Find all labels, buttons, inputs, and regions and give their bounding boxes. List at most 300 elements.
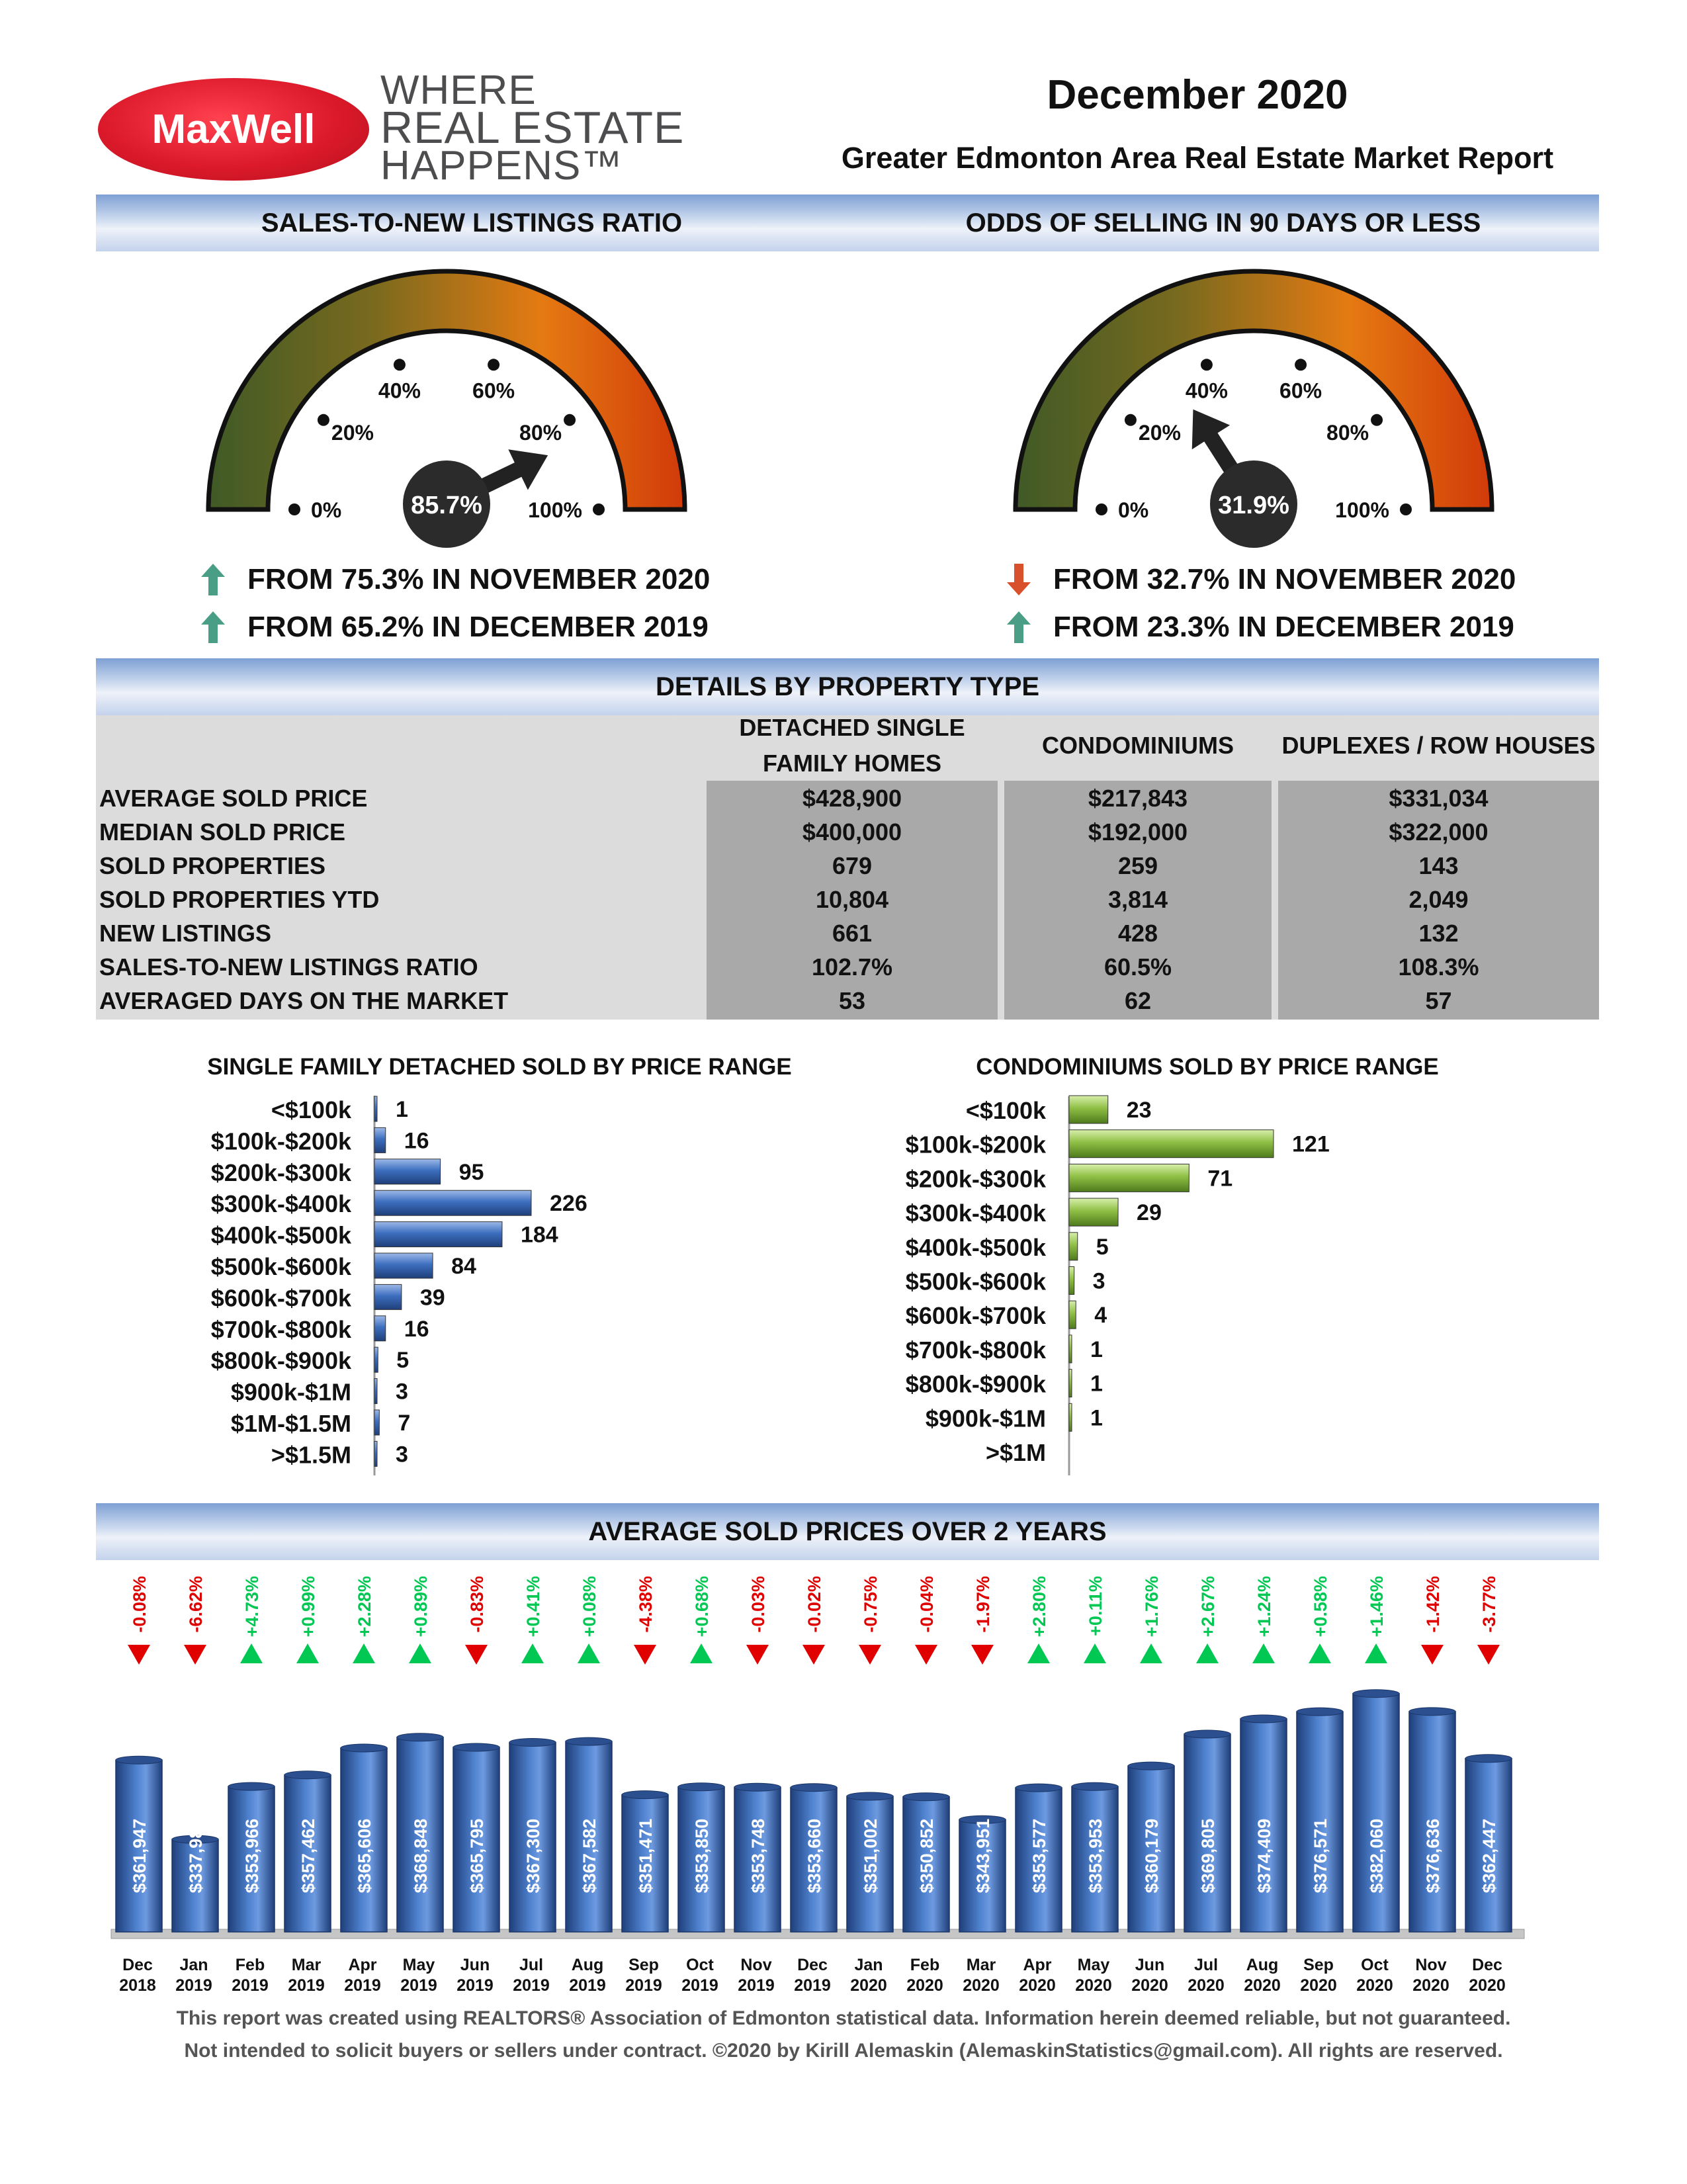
gauge-tick-dot	[288, 503, 300, 515]
pct-change-label: +2.67%	[1198, 1576, 1218, 1638]
bar-value-label: 84	[451, 1254, 476, 1279]
gauge-sales-to-new-listings	[208, 271, 685, 548]
bar-cap	[678, 1783, 724, 1791]
bar-value-label: $376,571	[1311, 1818, 1330, 1894]
bar	[374, 1253, 433, 1278]
x-year-label: 2020	[1300, 1976, 1337, 1995]
x-year-label: 2019	[344, 1976, 381, 1995]
details-cell: $192,000	[1088, 818, 1188, 846]
gauge-1-change-1-text: FROM 75.3% IN NOVEMBER 2020	[247, 563, 711, 595]
pct-change-label: +0.11%	[1086, 1576, 1105, 1636]
bar-cap	[1016, 1784, 1062, 1792]
gauge-1-change-2	[198, 610, 709, 644]
category-label: $600k-$700k	[210, 1284, 351, 1312]
maxwell-logo	[98, 78, 369, 181]
bar-value-label: $353,660	[804, 1818, 824, 1894]
pct-change-label: +0.89%	[411, 1576, 431, 1638]
bar-cap	[622, 1791, 668, 1799]
x-year-label: 2020	[963, 1976, 1000, 1995]
bar	[374, 1347, 378, 1372]
bar	[1069, 1164, 1189, 1192]
gauge-tick-dot	[593, 503, 605, 515]
up-triangle-icon	[1252, 1643, 1275, 1663]
gauge-tick-label: 20%	[331, 420, 374, 445]
pct-change-label: +2.80%	[1029, 1576, 1049, 1638]
pct-change-label: -4.38%	[636, 1576, 656, 1633]
details-cell: 143	[1418, 852, 1459, 879]
logo-tagline-2: REAL ESTATE	[380, 103, 685, 153]
bar-value-label: 1	[1090, 1405, 1103, 1431]
bar-cap	[453, 1743, 499, 1751]
bar-value-label: $351,002	[861, 1818, 881, 1894]
condo-chart-title: CONDOMINIUMS SOLD BY PRICE RANGE	[976, 1054, 1439, 1080]
bar-value-label: $353,953	[1086, 1818, 1105, 1894]
down-arrow-icon	[1004, 562, 1033, 597]
bar	[1069, 1301, 1076, 1329]
details-cell: 679	[832, 852, 873, 879]
up-triangle-icon	[578, 1643, 600, 1663]
gauges-header-band	[96, 195, 1599, 251]
bar-value-label: $361,947	[130, 1818, 150, 1894]
pct-change-label: +0.99%	[298, 1576, 318, 1638]
x-month-label: Feb	[910, 1956, 940, 1974]
details-row-label: AVERAGE SOLD PRICE	[99, 785, 368, 812]
up-triangle-icon	[1196, 1643, 1219, 1663]
report-subtitle: Greater Edmonton Area Real Estate Market Report	[841, 141, 1554, 175]
gauges-svg	[0, 251, 1687, 662]
x-month-label: Aug	[571, 1956, 604, 1974]
bar-value-label: $382,060	[1367, 1818, 1387, 1894]
details-col-header-duplexes: DUPLEXES / ROW HOUSES	[1281, 732, 1596, 759]
up-triangle-icon	[1365, 1643, 1387, 1663]
x-year-label: 2020	[1412, 1976, 1449, 1995]
category-label: >$1.5M	[271, 1441, 351, 1469]
bar-cap	[847, 1792, 893, 1800]
bar-cap	[284, 1771, 331, 1779]
x-year-label: 2019	[232, 1976, 269, 1995]
bar-cap	[1353, 1690, 1399, 1698]
up-triangle-icon	[521, 1643, 544, 1663]
bar	[374, 1190, 531, 1215]
gauge-2-change-1	[1004, 562, 1516, 597]
gauge-tick-label: 80%	[1326, 420, 1369, 445]
pct-change-label: +0.68%	[692, 1576, 712, 1638]
x-month-label: Dec	[797, 1956, 828, 1974]
pct-change-label: +0.08%	[580, 1576, 599, 1638]
category-label: $400k-$500k	[905, 1233, 1046, 1261]
details-cell: $428,900	[802, 785, 902, 812]
x-month-label: Nov	[740, 1956, 772, 1974]
bar	[1069, 1198, 1118, 1226]
gauge-tick-dot	[488, 359, 499, 371]
bar-cap	[341, 1744, 387, 1752]
pct-change-label: -1.42%	[1423, 1576, 1443, 1633]
gauge-tick-label: 40%	[378, 378, 421, 403]
category-label: $700k-$800k	[905, 1336, 1046, 1364]
bar-value-label: $374,409	[1254, 1818, 1274, 1894]
x-month-label: Nov	[1415, 1956, 1447, 1974]
pct-change-label: -6.62%	[186, 1576, 206, 1633]
details-cell: $217,843	[1088, 785, 1188, 812]
down-triangle-icon	[465, 1645, 488, 1665]
gauge-tick-label: 40%	[1185, 378, 1228, 403]
up-triangle-icon	[690, 1643, 713, 1663]
bar-value-label: 3	[396, 1442, 408, 1467]
category-label: $600k-$700k	[905, 1302, 1046, 1330]
x-month-label: Sep	[1303, 1956, 1334, 1974]
gauge-value-label: 31.9%	[1218, 492, 1289, 519]
logo-tagline-3: HAPPENS™	[380, 143, 623, 189]
logo-brand: MaxWell	[151, 107, 316, 152]
bar	[374, 1096, 377, 1121]
up-arrow-icon	[1004, 610, 1033, 644]
gauge-value-label: 85.7%	[411, 492, 482, 519]
gauge-tick-label: 0%	[1118, 498, 1149, 522]
bar-value-label: 16	[404, 1128, 429, 1154]
x-year-label: 2020	[1356, 1976, 1393, 1995]
gauge-tick-label: 80%	[519, 420, 562, 445]
bar-value-label: 3	[396, 1379, 408, 1405]
pct-change-label: -0.02%	[804, 1576, 824, 1633]
x-year-label: 2020	[1244, 1976, 1281, 1995]
details-cell: 57	[1425, 987, 1452, 1014]
bar-value-label: $343,951	[973, 1818, 993, 1894]
category-label: $300k-$400k	[905, 1200, 1046, 1227]
x-month-label: Feb	[235, 1956, 265, 1974]
x-year-label: 2020	[906, 1976, 943, 1995]
bar	[1069, 1096, 1108, 1123]
bar-value-label: 95	[458, 1159, 484, 1185]
up-triangle-icon	[1309, 1643, 1331, 1663]
bar-value-label: 1	[1090, 1371, 1103, 1397]
x-month-label: Jan	[179, 1956, 208, 1974]
category-label: $100k-$200k	[210, 1127, 351, 1155]
bar-value-label: $353,748	[748, 1818, 768, 1894]
x-year-label: 2019	[456, 1976, 494, 1995]
bar-value-label: $357,462	[298, 1818, 318, 1894]
down-triangle-icon	[746, 1645, 769, 1665]
x-year-label: 2018	[119, 1976, 156, 1995]
bar-cap	[1128, 1762, 1174, 1770]
x-year-label: 2019	[569, 1976, 606, 1995]
bar	[1069, 1233, 1078, 1260]
x-month-label: Mar	[291, 1956, 322, 1974]
down-triangle-icon	[1477, 1645, 1500, 1665]
bar-value-label: $350,852	[917, 1818, 937, 1894]
bar-cap	[509, 1739, 556, 1747]
pct-change-label: +0.58%	[1311, 1576, 1330, 1638]
x-month-label: Apr	[348, 1956, 377, 1974]
bar-value-label: 1	[396, 1097, 408, 1122]
pct-change-label: +1.76%	[1142, 1576, 1162, 1638]
bar-cap	[397, 1733, 443, 1741]
avg-prices-header-band	[96, 1503, 1599, 1560]
bar-value-label: $360,179	[1142, 1818, 1162, 1894]
category-label: $500k-$600k	[905, 1268, 1046, 1295]
bar-value-label: 226	[550, 1191, 587, 1217]
detached-price-range-chart	[0, 1085, 827, 1475]
details-cell: $331,034	[1389, 785, 1489, 812]
x-year-label: 2019	[794, 1976, 831, 1995]
details-col-header-detached	[707, 710, 998, 781]
category-label: $200k-$300k	[905, 1165, 1046, 1193]
category-label: $800k-$900k	[210, 1347, 351, 1375]
category-label: $500k-$600k	[210, 1253, 351, 1280]
x-year-label: 2020	[1075, 1976, 1112, 1995]
bar-cap	[228, 1782, 275, 1790]
gauge-tick-label: 60%	[472, 378, 515, 403]
bar-value-label: 16	[404, 1316, 429, 1342]
details-cell: $322,000	[1389, 818, 1489, 846]
bar-cap	[734, 1783, 781, 1791]
bar-value-label: $368,848	[411, 1818, 431, 1894]
details-row-label: AVERAGED DAYS ON THE MARKET	[99, 987, 509, 1014]
bar-value-label: $353,966	[242, 1818, 262, 1894]
bar-cap	[1184, 1730, 1231, 1738]
gauge-tick-dot	[1201, 359, 1213, 371]
bar-value-label: 4	[1094, 1303, 1107, 1329]
pct-change-label: -0.83%	[467, 1576, 487, 1633]
pct-change-label: +4.73%	[242, 1576, 262, 1638]
details-cell: $400,000	[802, 818, 902, 846]
up-triangle-icon	[1027, 1643, 1050, 1663]
x-year-label: 2020	[850, 1976, 887, 1995]
up-triangle-icon	[240, 1643, 263, 1663]
category-label: $800k-$900k	[905, 1370, 1046, 1398]
down-triangle-icon	[1421, 1645, 1444, 1665]
avg-prices-title: AVERAGE SOLD PRICES OVER 2 YEARS	[588, 1516, 1107, 1546]
bar-value-label: $367,582	[580, 1818, 599, 1894]
bar-value-label: 23	[1126, 1098, 1152, 1123]
details-row-label: SOLD PROPERTIES YTD	[99, 886, 380, 913]
gauge-tick-dot	[1400, 503, 1412, 515]
up-triangle-icon	[409, 1643, 431, 1663]
bar	[1069, 1267, 1074, 1295]
bar-cap	[1409, 1708, 1455, 1716]
up-triangle-icon	[296, 1643, 319, 1663]
x-month-label: Jul	[519, 1956, 544, 1974]
x-month-label: Jul	[1193, 1956, 1219, 1974]
details-row-label: NEW LISTINGS	[99, 920, 271, 947]
bar	[374, 1159, 441, 1184]
pct-change-label: -3.77%	[1479, 1576, 1499, 1633]
up-triangle-icon	[1140, 1643, 1162, 1663]
x-year-label: 2019	[288, 1976, 325, 1995]
details-title: DETAILS BY PROPERTY TYPE	[655, 672, 1040, 701]
up-triangle-icon	[353, 1643, 375, 1663]
down-triangle-icon	[915, 1645, 937, 1665]
details-cell: 2,049	[1408, 886, 1469, 913]
bar	[374, 1284, 402, 1309]
gauge-odds-of-selling	[1016, 271, 1492, 548]
bar-value-label: 7	[398, 1411, 411, 1436]
bar-cap	[1072, 1782, 1118, 1790]
down-triangle-icon	[802, 1645, 825, 1665]
details-cell: 428	[1117, 920, 1158, 947]
bar-cap	[1297, 1708, 1343, 1716]
x-year-label: 2019	[625, 1976, 662, 1995]
bar-value-label: 121	[1292, 1131, 1330, 1157]
bar-value-label: 184	[520, 1222, 558, 1248]
bar-value-label: 71	[1207, 1166, 1233, 1192]
gauge-tick-dot	[1096, 503, 1107, 515]
pct-change-label: -0.75%	[861, 1576, 881, 1633]
logo-tagline-1: WHERE	[380, 67, 537, 113]
gauge-1-change-2-text: FROM 65.2% IN DECEMBER 2019	[247, 611, 709, 643]
category-label: $200k-$300k	[210, 1158, 351, 1186]
bar-value-label: 5	[396, 1348, 410, 1374]
bar-cap	[1465, 1755, 1512, 1763]
down-triangle-icon	[971, 1645, 994, 1665]
gauge-2-change-2	[1004, 610, 1514, 644]
bar	[374, 1441, 377, 1466]
details-cell: 132	[1418, 920, 1459, 947]
footer-line-2: Not intended to solicit buyers or sellers under contract. ©2020 by Kirill Alemaskin (AlemaskinStatistics@gmail.com). All rights are reserved.	[184, 2040, 1503, 2062]
down-triangle-icon	[128, 1645, 150, 1665]
bar-value-label: $337,982	[186, 1818, 206, 1894]
up-triangle-icon	[1084, 1643, 1106, 1663]
category-label: $300k-$400k	[210, 1190, 351, 1218]
details-row-label: SOLD PROPERTIES	[99, 852, 326, 879]
pct-change-label: -1.97%	[973, 1576, 993, 1633]
gauge-tick-label: 20%	[1138, 420, 1181, 445]
details-cell: 62	[1124, 987, 1152, 1014]
x-year-label: 2019	[738, 1976, 775, 1995]
bar	[1069, 1370, 1072, 1397]
col-header-line: FAMILY HOMES	[762, 750, 942, 777]
details-cell: 53	[838, 987, 866, 1014]
detached-chart-title: SINGLE FAMILY DETACHED SOLD BY PRICE RANGE	[207, 1054, 792, 1080]
gauge-2-change-1-text: FROM 32.7% IN NOVEMBER 2020	[1053, 563, 1516, 595]
bar-value-label: 29	[1137, 1200, 1162, 1226]
details-cell: 108.3%	[1398, 953, 1479, 981]
x-month-label: Aug	[1246, 1956, 1279, 1974]
details-cell: 10,804	[815, 886, 889, 913]
category-label: <$100k	[271, 1096, 351, 1123]
gauge-tick-label: 60%	[1279, 378, 1322, 403]
details-cell: 102.7%	[811, 953, 893, 981]
gauge-2-title: ODDS OF SELLING IN 90 DAYS OR LESS	[965, 208, 1481, 238]
x-month-label: Oct	[1361, 1956, 1389, 1974]
bar-value-label: $367,300	[523, 1818, 543, 1894]
gauge-tick-dot	[394, 359, 406, 371]
gauge-tick-label: 100%	[528, 498, 582, 522]
gauge-tick-dot	[1125, 414, 1137, 426]
down-triangle-icon	[184, 1645, 206, 1665]
pct-change-label: +2.28%	[355, 1576, 374, 1638]
bar	[1069, 1403, 1072, 1431]
x-month-label: Apr	[1023, 1956, 1052, 1974]
details-cell: 3,814	[1107, 886, 1168, 913]
category-label: >$1M	[985, 1439, 1046, 1466]
bar-value-label: $369,805	[1198, 1818, 1218, 1894]
gauge-tick-label: 0%	[311, 498, 342, 522]
condo-price-range-chart	[827, 1085, 1687, 1475]
x-year-label: 2020	[1131, 1976, 1168, 1995]
pct-change-label: +1.24%	[1254, 1576, 1274, 1638]
bar-cap	[1240, 1715, 1287, 1723]
details-cell: 661	[832, 920, 873, 947]
x-year-label: 2019	[175, 1976, 212, 1995]
gauge-tick-label: 100%	[1335, 498, 1389, 522]
x-year-label: 2020	[1469, 1976, 1506, 1995]
up-arrow-icon	[198, 610, 228, 644]
x-year-label: 2019	[400, 1976, 437, 1995]
bar	[1069, 1130, 1274, 1158]
down-triangle-icon	[634, 1645, 656, 1665]
gauge-tick-dot	[564, 414, 576, 426]
x-month-label: Jan	[854, 1956, 883, 1974]
category-label: $100k-$200k	[905, 1131, 1046, 1158]
details-header-band	[96, 658, 1599, 715]
gauge-tick-dot	[318, 414, 329, 426]
bar-value-label: $351,471	[636, 1818, 656, 1894]
category-label: $1M-$1.5M	[230, 1410, 351, 1437]
category-label: $400k-$500k	[210, 1221, 351, 1249]
bar-value-label: $365,606	[355, 1818, 374, 1894]
bar	[1353, 1694, 1399, 1932]
pct-change-label: -0.08%	[130, 1576, 150, 1633]
col-header-line: DETACHED SINGLE	[739, 714, 965, 741]
category-label: $900k-$1M	[925, 1405, 1046, 1432]
gauge-1-title: SALES-TO-NEW LISTINGS RATIO	[261, 208, 683, 238]
bar-value-label: 1	[1090, 1336, 1103, 1362]
bar-cap	[791, 1784, 837, 1792]
bar-value-label: 3	[1092, 1268, 1105, 1294]
bar	[374, 1222, 502, 1247]
bar-cap	[116, 1756, 162, 1764]
bar-cap	[903, 1793, 949, 1801]
details-col-header-condos: CONDOMINIUMS	[1042, 732, 1234, 759]
details-row-label: SALES-TO-NEW LISTINGS RATIO	[99, 953, 478, 981]
details-cell: 60.5%	[1103, 953, 1172, 981]
bar	[374, 1379, 377, 1404]
bar	[1069, 1335, 1072, 1363]
bar	[374, 1127, 386, 1153]
details-cell: 259	[1117, 852, 1158, 879]
down-triangle-icon	[859, 1645, 881, 1665]
pct-change-label: -0.03%	[748, 1576, 768, 1633]
gauge-tick-dot	[1295, 359, 1307, 371]
bar-value-label: $365,795	[467, 1818, 487, 1894]
bar-cap	[566, 1737, 612, 1745]
bar-value-label: $376,636	[1423, 1818, 1443, 1894]
pct-change-label: +1.46%	[1367, 1576, 1387, 1638]
report-month: December 2020	[1047, 72, 1348, 118]
x-month-label: Dec	[122, 1956, 153, 1974]
x-month-label: Sep	[628, 1956, 659, 1974]
category-label: <$100k	[965, 1097, 1046, 1124]
x-month-label: Oct	[686, 1956, 714, 1974]
details-row-label: MEDIAN SOLD PRICE	[99, 818, 346, 846]
x-month-label: May	[402, 1956, 435, 1974]
bar-value-label: $353,577	[1029, 1818, 1049, 1894]
bar	[374, 1316, 386, 1341]
pct-change-label: -0.04%	[917, 1576, 937, 1633]
category-label: $900k-$1M	[230, 1378, 351, 1406]
x-year-label: 2019	[513, 1976, 550, 1995]
x-year-label: 2020	[1188, 1976, 1225, 1995]
gauge-1-change-1	[198, 562, 710, 597]
bar-value-label: $353,850	[692, 1818, 712, 1894]
gauge-2-change-2-text: FROM 23.3% IN DECEMBER 2019	[1053, 611, 1514, 643]
avg-sold-prices-chart	[0, 1561, 1687, 1998]
x-year-label: 2019	[681, 1976, 718, 1995]
x-month-label: Dec	[1472, 1956, 1502, 1974]
category-label: $700k-$800k	[210, 1315, 351, 1343]
bar-value-label: 39	[419, 1285, 445, 1311]
gauge-tick-dot	[1371, 414, 1383, 426]
